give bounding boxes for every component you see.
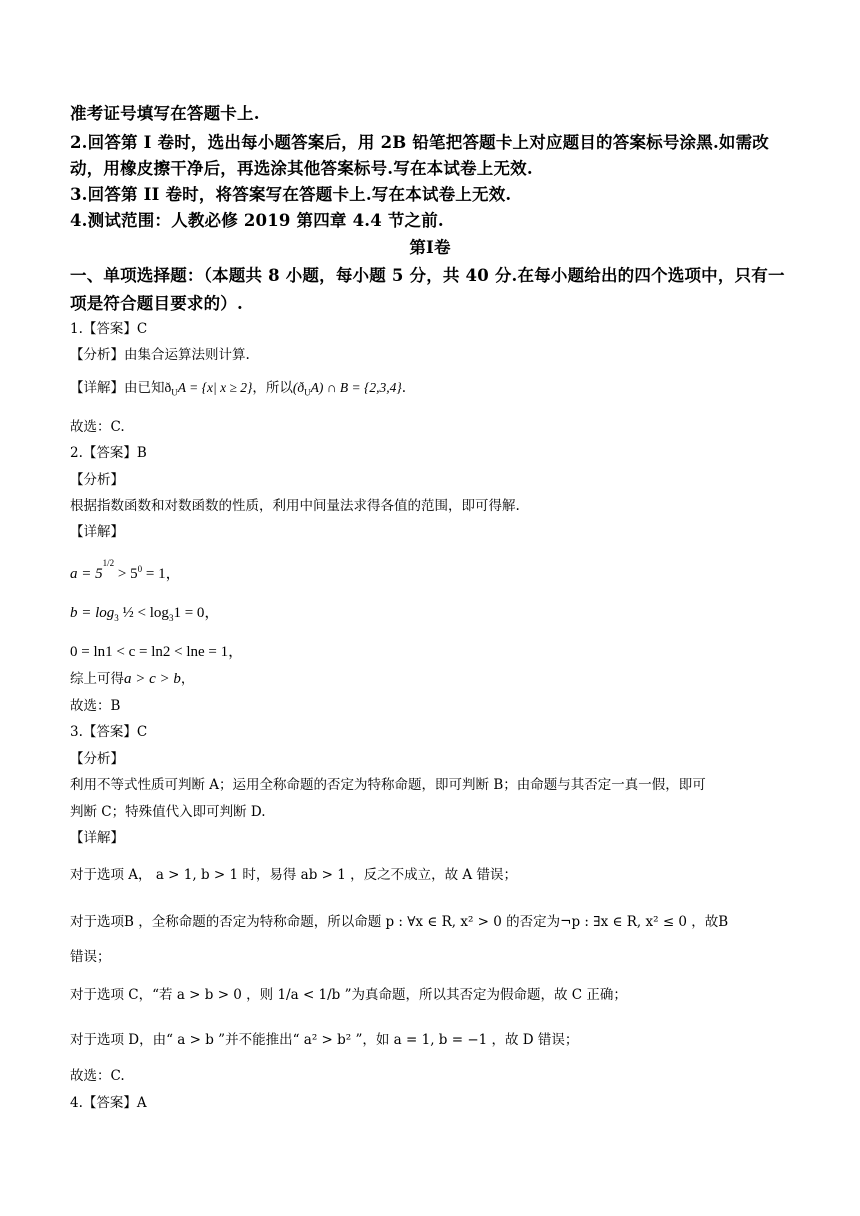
q1-detail (70, 376, 406, 398)
q2-detail-line-a (70, 558, 181, 583)
q2-a-lhs: a = 5 (70, 566, 103, 582)
q3-choice: 故选：C. (70, 1068, 125, 1084)
q2-b-base-2: 3 (168, 613, 174, 623)
q1-set-expression: A = {x| x ≥ 2} (177, 380, 253, 395)
q1-complement-symbol: ð (164, 380, 172, 395)
q2-summary-end: ， (180, 671, 195, 687)
instruction-line-2: 2.回答第 I 卷时，选出每小题答案后，用 2B 铅笔把答题卡上对应题目的答案标号涂黑.如需改 (70, 133, 769, 152)
q2-analysis-label: 【分析】 (70, 472, 124, 488)
q2-a-exponent: 1/2 (102, 558, 115, 568)
part-heading-line-1: 一、单项选择题：（本题共 8 小题，每小题 5 分，共 40 分.在每小题给出的四个选项中，只有一 (70, 266, 785, 285)
instruction-line-4: 3.回答第 II 卷时，将答案写在答题卡上.写在本试卷上无效. (70, 185, 512, 204)
q2-b-result: 1 = 0， (173, 605, 220, 621)
instruction-line-1: 准考证号填写在答题卡上. (70, 104, 260, 123)
q3-analysis-line-1: 利用不等式性质可判断 A；运用全称命题的否定为特称命题，即可判断 B；由命题与其否定一真一假，即可 (70, 777, 706, 793)
q3-option-d: 对于选项 D，由“ a > b ”并不能推出“ a² > b² ”，如 a = 1, b = −1 ，故 D 错误； (70, 1032, 579, 1048)
q2-a-compare: > 5 (114, 566, 138, 582)
q3-option-a: 对于选项 A， a > 1, b > 1 时，易得 ab > 1 ，反之不成立，故 A 错误； (70, 867, 517, 883)
q2-detail-summary (70, 667, 194, 688)
q1-choice: 故选：C. (70, 419, 125, 435)
q1-analysis: 【分析】由集合运算法则计算. (70, 347, 250, 363)
q2-b-compare: ½ < log (118, 605, 169, 621)
q2-summary-prefix: 综上可得 (70, 671, 124, 687)
q2-detail-label: 【详解】 (70, 524, 124, 540)
q3-analysis-label: 【分析】 (70, 751, 124, 767)
q4-answer: 4.【答案】A (70, 1095, 147, 1111)
q1-universal-sub-2: U (304, 387, 311, 398)
part-heading-line-2: 项是符合题目要求的）. (70, 294, 243, 313)
q1-answer: 1.【答案】C (70, 321, 148, 337)
q1-universal-sub: U (171, 387, 178, 398)
q2-summary-math: a > c > b (124, 671, 181, 687)
q3-option-c: 对于选项 C，“若 a > b > 0 ，则 1/a < 1/b ”为真命题，所以其否定为假命题，故 C 正确； (70, 987, 627, 1003)
q2-b-base: 3 (114, 613, 119, 623)
q2-b-lhs: b = log (70, 605, 115, 621)
q3-answer: 3.【答案】C (70, 724, 148, 740)
q2-detail-line-b (70, 601, 219, 623)
section-title: 第Ⅰ卷 (409, 238, 451, 257)
q2-analysis-text: 根据指数函数和对数函数的性质，利用中间量法求得各值的范围，即可得解. (70, 498, 520, 514)
q2-answer: 2.【答案】B (70, 445, 147, 461)
q2-detail-line-c: 0 = ln1 < c = ln2 < lne = 1， (70, 644, 244, 660)
q1-detail-mid: ，所以 (252, 380, 293, 396)
instruction-line-3: 动，用橡皮擦干净后，再选涂其他答案标号.写在本试卷上无效. (70, 159, 533, 178)
q1-detail-prefix: 【详解】由已知 (70, 380, 165, 396)
q3-analysis-line-2: 判断 C；特殊值代入即可判断 D. (70, 804, 266, 820)
q1-intersection-expression: A) ∩ B = {2,3,4} (310, 380, 402, 395)
q2-a-result: = 1， (142, 566, 181, 582)
q2-choice: 故选：B (70, 698, 121, 714)
q1-detail-end: . (401, 380, 407, 396)
q2-a-exponent-2: 0 (137, 564, 143, 574)
q3-detail-label: 【详解】 (70, 830, 124, 846)
q1-complement-paren: (ð (292, 380, 305, 395)
q3-option-b-line-2: 错误； (70, 949, 111, 965)
instruction-line-5: 4.测试范围：人教必修 2019 第四章 4.4 节之前. (70, 211, 444, 230)
q3-option-b-line-1: 对于选项B ，全称命题的否定为特称命题，所以命题 p : ∀x ∈ R, x² > 0 的否定为¬p : ∃x ∈ R, x² ≤ 0 ，故B (70, 914, 729, 930)
